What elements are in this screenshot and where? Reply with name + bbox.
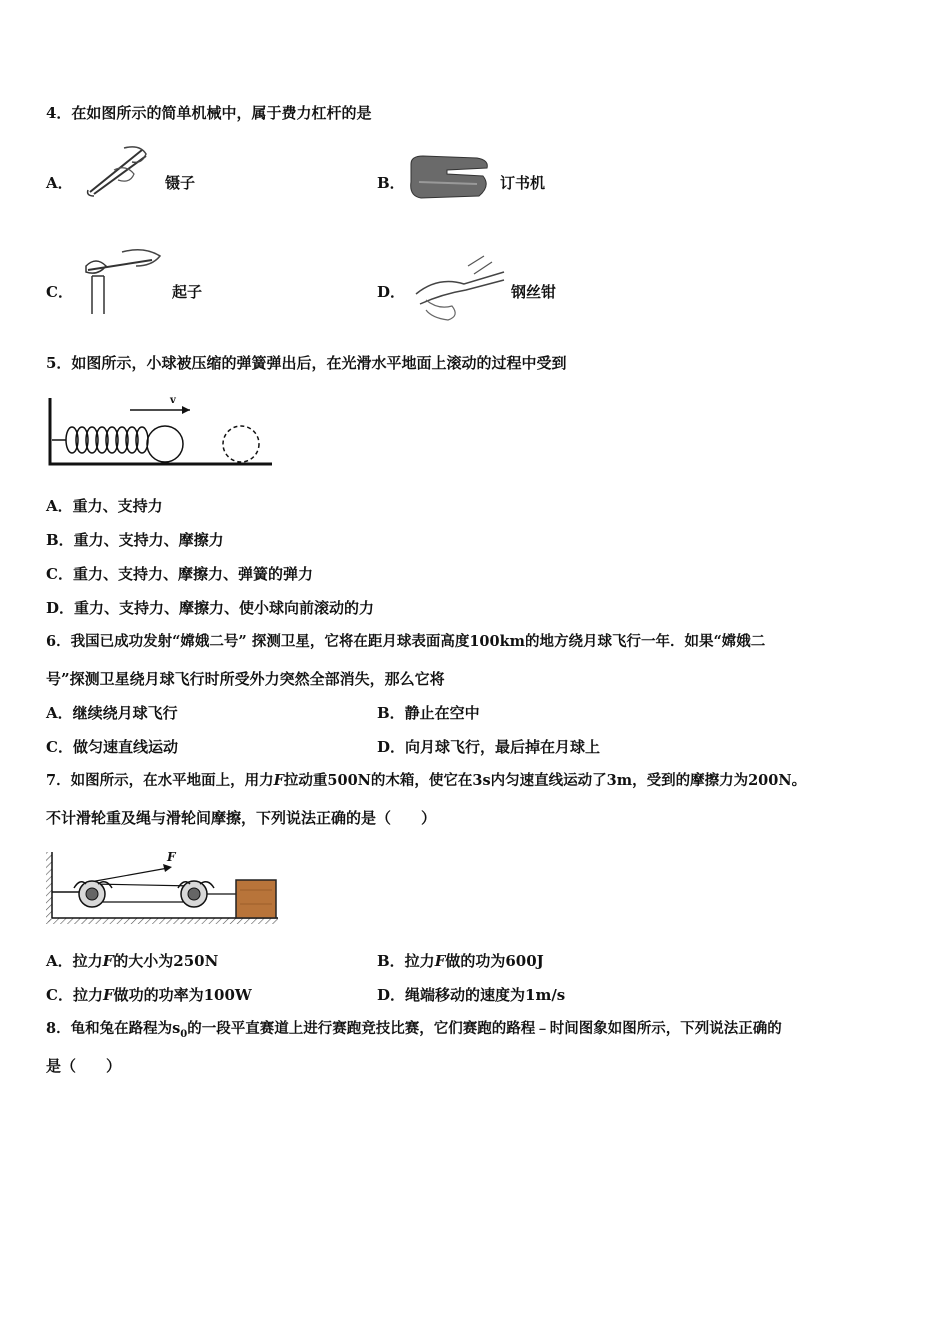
q7-var-f: F (102, 952, 114, 970)
q6-stem-line2: 号”探测卫星绕月球飞行时所受外力突然全部消失，那么它将 (46, 670, 445, 688)
q7-option-d: D．绳端移动的速度为1m/s (377, 986, 566, 1004)
force-f-label: F (167, 850, 176, 864)
q7-option-a-part1: A．拉力 (46, 952, 103, 970)
q8-stem-part2: 的一段平直赛道上进行赛跑竞技比赛，它们赛跑的路程﹣时间图象如图所示，下列说法正确的 (187, 1020, 782, 1037)
q6-option-d: D．向月球飞行，最后掉在月球上 (377, 738, 601, 756)
q6-option-b: B．静止在空中 (377, 704, 480, 722)
q7-stem-line2: 不计滑轮重及绳与滑轮间摩擦，下列说法正确的是（ ） (46, 809, 437, 827)
q5-option-d: D．重力、支持力、摩擦力、使小球向前滚动的力 (46, 599, 375, 617)
q6-option-c: C．做匀速直线运动 (46, 738, 178, 756)
velocity-label: v (170, 395, 176, 406)
q7-option-b-part1: B．拉力 (377, 952, 435, 970)
pliers-figure (408, 254, 508, 324)
q5-option-a: A．重力、支持力 (46, 497, 163, 515)
q4-option-a-letter: A． (46, 174, 73, 192)
q7-option-a (46, 951, 218, 971)
q7-option-a-part2: 的大小为250N (113, 952, 219, 970)
left-pulley (74, 881, 112, 907)
q8-stem-line2: 是（ ） (46, 1057, 122, 1075)
q7-option-c-part2: 做功的功率为100W (113, 986, 252, 1004)
q4-option-c-letter: C． (46, 283, 73, 301)
q4-option-b-letter: B． (377, 174, 405, 192)
q7-option-b-part2: 做的功为600J (445, 952, 544, 970)
q7-var-f: F (102, 986, 114, 1004)
q7-option-c (46, 985, 252, 1005)
q4-option-d-letter: D． (377, 283, 406, 301)
q8-subscript: 0 (180, 1028, 188, 1040)
q8-stem-line1 (46, 1019, 782, 1045)
q4-option-a-caption: 镊子 (165, 174, 196, 192)
q7-stem-line1 (46, 771, 806, 791)
bottle-opener-figure (82, 246, 166, 318)
q5-option-c: C．重力、支持力、摩擦力、弹簧的弹力 (46, 565, 313, 583)
q7-stem-part2: 拉动重500N的木箱，使它在3s内匀速直线运动了3m，受到的摩擦力为200N。 (283, 772, 807, 789)
q7-var-f: F (434, 952, 446, 970)
q4-option-c-caption: 起子 (172, 283, 203, 301)
q6-option-a: A．继续绕月球飞行 (46, 704, 178, 722)
q7-var-f: F (273, 772, 284, 789)
q4-option-b-caption: 订书机 (500, 174, 546, 192)
pulley-box-figure (44, 848, 284, 928)
q8-stem-part1: 8．龟和兔在路程为s (46, 1020, 181, 1037)
q7-option-b (377, 951, 544, 971)
q4-stem: 4．在如图所示的简单机械中，属于费力杠杆的是 (46, 104, 372, 122)
tweezers-figure (84, 140, 154, 200)
q6-stem-line1: 6．我国已成功发射“嫦娥二号” 探测卫星，它将在距月球表面高度100km的地方绕月球飞行一年．如果“嫦娥二 (46, 633, 766, 650)
q5-stem: 5．如图所示，小球被压缩的弹簧弹出后，在光滑水平地面上滚动的过程中受到 (46, 354, 567, 372)
stapler-figure (407, 152, 491, 202)
q7-option-c-part1: C．拉力 (46, 986, 103, 1004)
q7-stem-part1: 7．如图所示，在水平地面上，用力 (46, 772, 274, 789)
q4-option-d-caption: 钢丝钳 (511, 283, 557, 301)
spring-ball-figure (44, 392, 276, 472)
q5-option-b: B．重力、支持力、摩擦力 (46, 531, 224, 549)
